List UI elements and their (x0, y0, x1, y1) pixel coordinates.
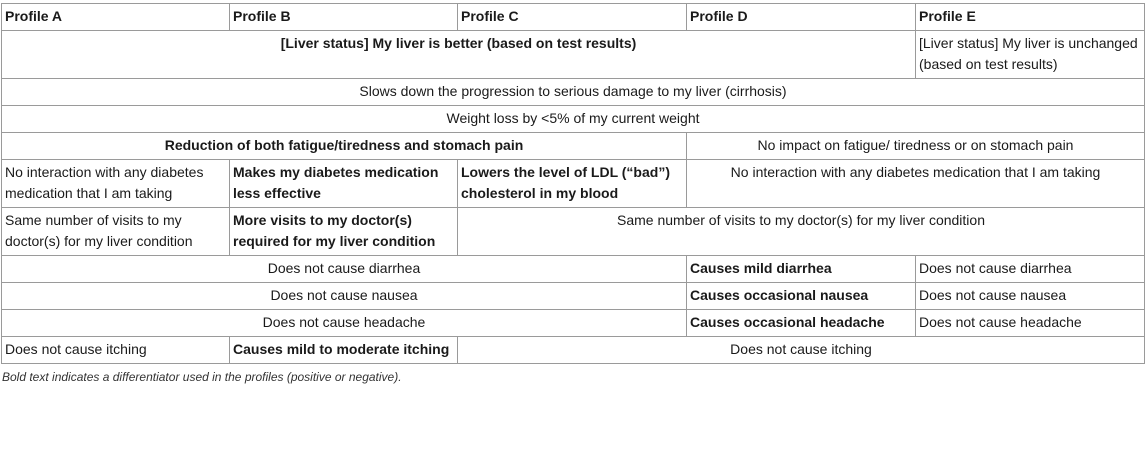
cell-diabetes-a: No interaction with any diabetes medication that I am taking (2, 160, 230, 208)
row-nausea (2, 283, 1145, 310)
cell-diabetes-c: Lowers the level of LDL (“bad”) cholesterol in my blood (458, 160, 687, 208)
cell-weight: Weight loss by <5% of my current weight (2, 106, 1145, 133)
row-weight (2, 106, 1145, 133)
cell-headache-d: Causes occasional headache (687, 310, 916, 337)
profiles-table (1, 3, 1145, 364)
cell-itching-cde: Does not cause itching (458, 337, 1145, 364)
cell-headache-abc: Does not cause headache (2, 310, 687, 337)
table-container (0, 3, 1145, 384)
header-profile-b: Profile B (230, 4, 458, 31)
cell-visits-b: More visits to my doctor(s) required for my liver condition (230, 208, 458, 256)
cell-liver-status-e: [Liver status] My liver is unchanged (based on test results) (916, 31, 1145, 79)
cell-diarrhea-d: Causes mild diarrhea (687, 256, 916, 283)
cell-liver-status-abcd: [Liver status] My liver is better (based on test results) (2, 31, 916, 79)
table-footnote: Bold text indicates a differentiator used in the profiles (positive or negative). (2, 370, 402, 384)
cell-diabetes-de: No interaction with any diabetes medication that I am taking (687, 160, 1145, 208)
row-itching (2, 337, 1145, 364)
header-profile-d: Profile D (687, 4, 916, 31)
cell-diabetes-b: Makes my diabetes medication less effective (230, 160, 458, 208)
cell-itching-b: Causes mild to moderate itching (230, 337, 458, 364)
header-profile-e: Profile E (916, 4, 1145, 31)
cell-nausea-e: Does not cause nausea (916, 283, 1145, 310)
cell-progression: Slows down the progression to serious damage to my liver (cirrhosis) (2, 79, 1145, 106)
cell-diarrhea-e: Does not cause diarrhea (916, 256, 1145, 283)
row-diarrhea (2, 256, 1145, 283)
cell-diarrhea-abc: Does not cause diarrhea (2, 256, 687, 283)
row-headache (2, 310, 1145, 337)
row-progression (2, 79, 1145, 106)
row-diabetes (2, 160, 1145, 208)
cell-fatigue-abc: Reduction of both fatigue/tiredness and stomach pain (2, 133, 687, 160)
header-profile-c: Profile C (458, 4, 687, 31)
cell-nausea-d: Causes occasional nausea (687, 283, 916, 310)
cell-headache-e: Does not cause headache (916, 310, 1145, 337)
row-fatigue (2, 133, 1145, 160)
header-profile-a: Profile A (2, 4, 230, 31)
cell-fatigue-de: No impact on fatigue/ tiredness or on stomach pain (687, 133, 1145, 160)
cell-visits-cde: Same number of visits to my doctor(s) for my liver condition (458, 208, 1145, 256)
cell-nausea-abc: Does not cause nausea (2, 283, 687, 310)
header-row (2, 4, 1145, 31)
cell-itching-a: Does not cause itching (2, 337, 230, 364)
row-liver-status (2, 31, 1145, 79)
row-visits (2, 208, 1145, 256)
cell-visits-a: Same number of visits to my doctor(s) for my liver condition (2, 208, 230, 256)
